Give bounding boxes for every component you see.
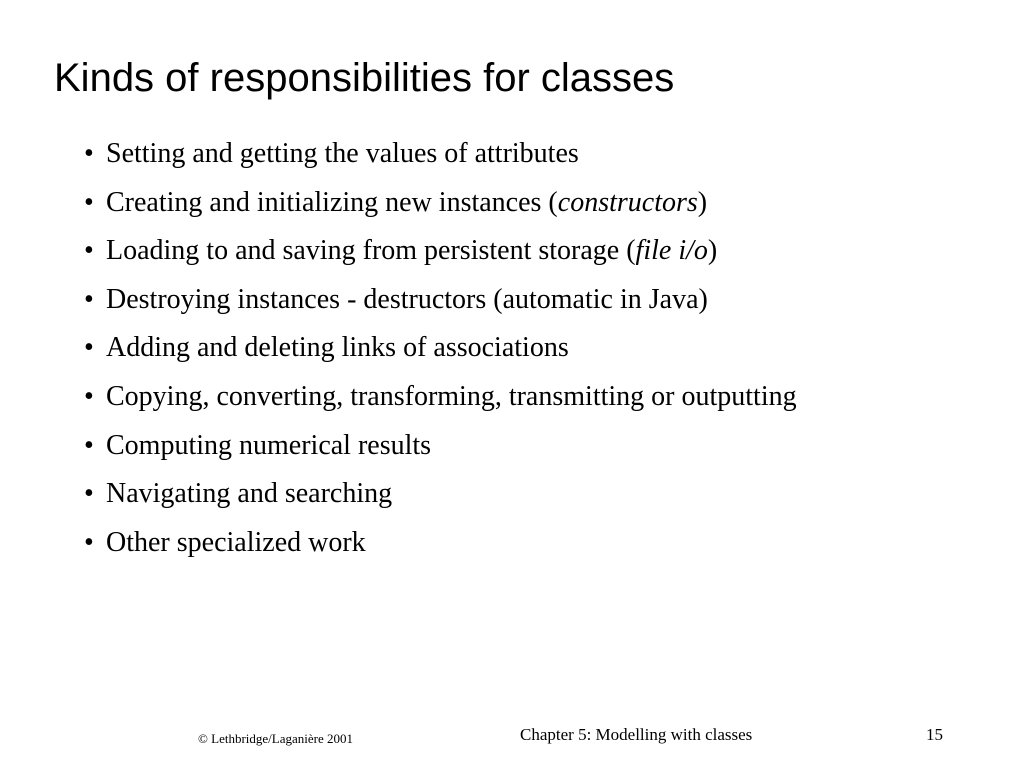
bullet-text-segment: Loading to and saving from persistent storage (: [106, 235, 636, 266]
bullet-text: [106, 377, 944, 417]
bullet-text: [106, 282, 944, 317]
bullet-dot-icon: •: [84, 138, 94, 169]
bullet-dot-icon: •: [84, 526, 94, 558]
bullet-text: [106, 136, 944, 171]
bullet-text-segment: Navigating and searching: [106, 478, 393, 509]
bullet-dot-icon: •: [84, 235, 94, 266]
bullet-item: [84, 233, 944, 268]
bullet-item: [84, 136, 944, 171]
bullet-emphasis: file i/o: [635, 235, 708, 266]
bullet-dot-icon: •: [84, 380, 94, 412]
bullet-text-segment: Computing numerical results: [106, 429, 432, 461]
bullet-item: [84, 282, 944, 317]
bullet-text-segment: ): [697, 186, 708, 218]
bullet-item: [84, 525, 944, 560]
bullet-text: [106, 330, 944, 365]
bullet-dot-icon: •: [84, 429, 94, 461]
bullet-text-segment: Other specialized work: [106, 526, 366, 558]
bullet-dot-icon: •: [84, 186, 94, 218]
page-number: 15: [926, 725, 943, 744]
bullet-text: [106, 476, 944, 511]
bullet-text: [106, 525, 944, 560]
bullet-item: [84, 377, 944, 417]
bullet-item: [84, 185, 944, 220]
bullet-text: [106, 185, 944, 220]
bullet-dot-icon: •: [84, 283, 94, 315]
bullet-text: [106, 233, 944, 268]
bullet-dot-icon: •: [84, 478, 94, 509]
bullet-text-segment: Setting and getting the values of attributes: [106, 138, 579, 169]
bullet-text-segment: ): [707, 235, 718, 266]
footer-chapter-title: Chapter 5: Modelling with classes: [520, 725, 753, 744]
bullet-text-segment: Adding and deleting links of associations: [106, 332, 569, 363]
footer-copyright: © Lethbridge/Laganière 2001: [198, 731, 353, 746]
slide-title: Kinds of responsibilities for classes: [54, 56, 675, 100]
bullet-text-segment: Creating and initializing new instances (: [106, 186, 558, 218]
bullet-item: [84, 428, 944, 463]
bullet-text-segment: Destroying instances - destructors (automatic in Java): [106, 283, 708, 315]
bullet-item: [84, 476, 944, 511]
bullet-item: [84, 330, 944, 365]
bullet-text-segment: Copying, converting, transforming, transmitting or outputting: [106, 380, 797, 412]
bullet-text: [106, 428, 944, 463]
bullet-dot-icon: •: [84, 332, 94, 363]
bullet-emphasis: constructors: [557, 186, 698, 218]
bullet-list: [84, 136, 944, 573]
